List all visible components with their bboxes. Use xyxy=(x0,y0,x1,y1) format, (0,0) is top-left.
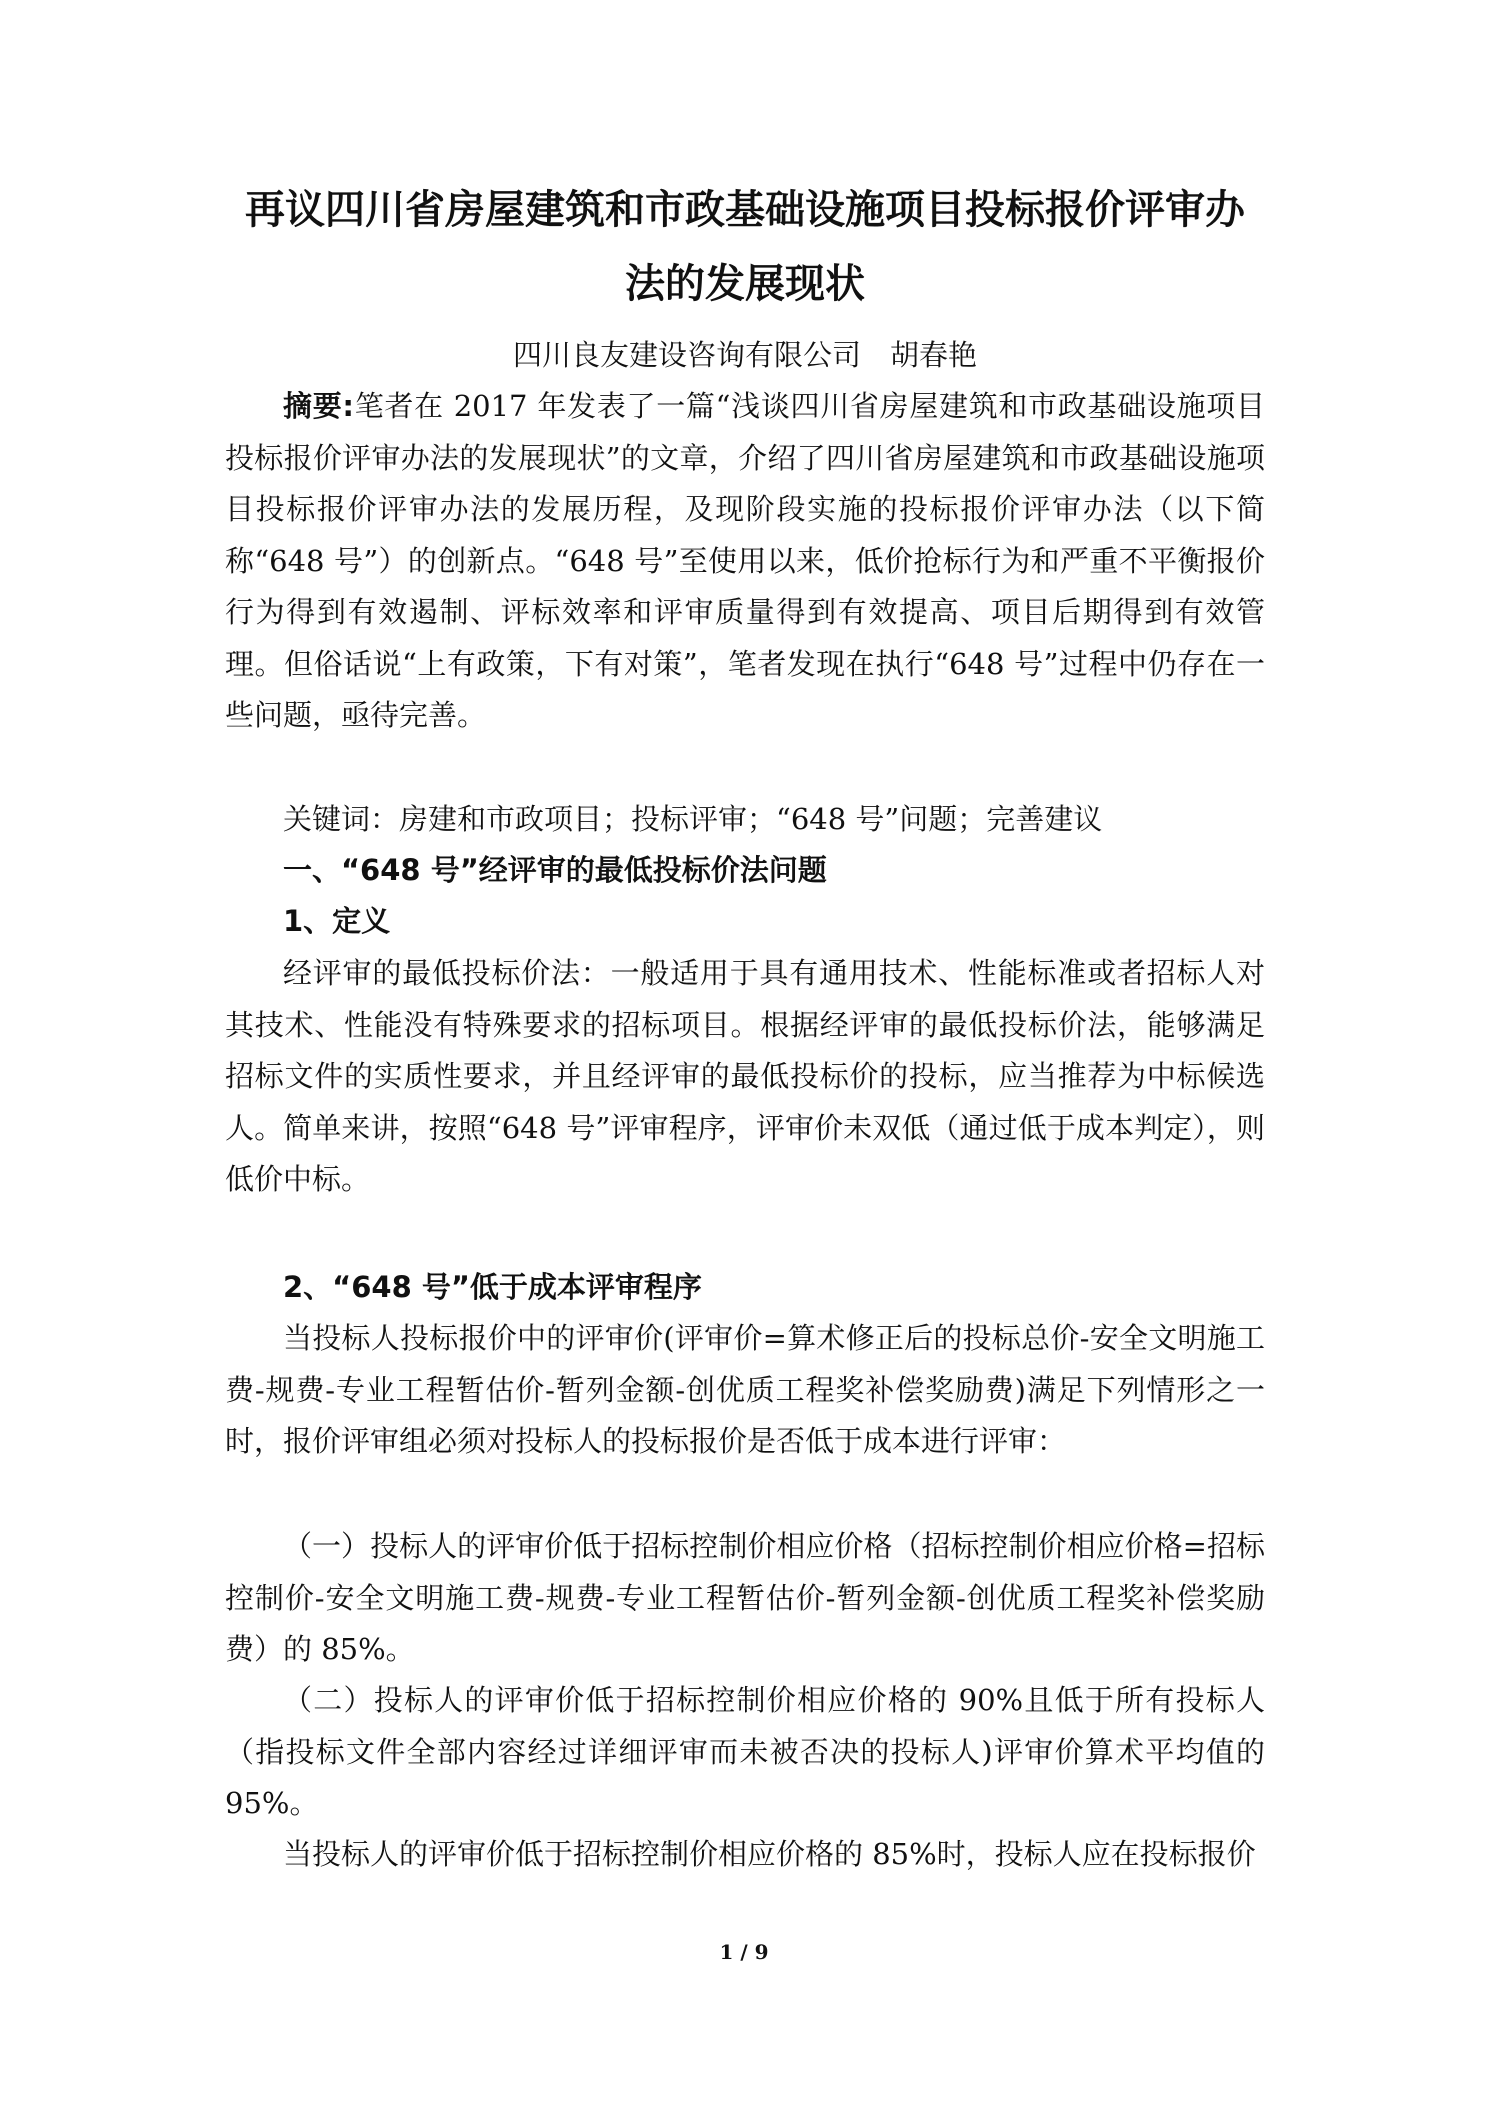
continuation-paragraph: 当投标人的评审价低于招标控制价相应价格的 85%时，投标人应在投标报价 xyxy=(283,1837,1256,1871)
abstract-text: 笔者在 2017 年发表了一篇“浅谈四川省房屋建筑和市政基础设施项目投标报价评审办法的发展现状”的文章，介绍了四川省房屋建筑和市政基础设施项目投标报价评审办法的发展历程，及现阶段实施的投标报价评审办法（以下简称“648 号”）的创新点。“648 号”至使用以来，低价抢标行为和严重不平衡报价行为得到有效遏制、评标效率和评审质量得到有效提高、项目后期得到有效管理。但俗话说“上有政策，下有对策”，笔者发现在执行“648 号”过程中仍存在一些问题，亟待完善。 xyxy=(225,389,1265,732)
section1-heading: 一、“648 号”经评审的最低投标价法问题 xyxy=(283,853,827,887)
subsection-procedure-heading: 2、“648 号”低于成本评审程序 xyxy=(283,1270,702,1304)
condition-one-paragraph: （一）投标人的评审价低于招标控制价相应价格（招标控制价相应价格=招标控制价-安全文明施工费-规费-专业工程暂估价-暂列金额-创优质工程奖补偿奖励费）的 85%。 xyxy=(225,1529,1265,1666)
document-title-line1: 再议四川省房屋建筑和市政基础设施项目投标报价评审办 xyxy=(245,187,1245,233)
abstract-paragraph xyxy=(225,381,1265,742)
document-title-line2: 法的发展现状 xyxy=(625,261,865,307)
author-byline: 四川良友建设咨询有限公司 胡春艳 xyxy=(512,338,977,372)
subsection-definition-heading: 1、定义 xyxy=(283,904,391,938)
page-number: 1 / 9 xyxy=(719,1940,769,1964)
definition-paragraph: 经评审的最低投标价法：一般适用于具有通用技术、性能标准或者招标人对其技术、性能没有特殊要求的招标项目。根据经评审的最低投标价法，能够满足招标文件的实质性要求，并且经评审的最低投标价的投标，应当推荐为中标候选人。简单来讲，按照“648 号”评审程序，评审价未双低（通过低于成本判定），则低价中标。 xyxy=(225,956,1265,1196)
abstract-label: 摘要: xyxy=(283,389,354,423)
procedure-paragraph: 当投标人投标报价中的评审价(评审价=算术修正后的投标总价-安全文明施工费-规费-专业工程暂估价-暂列金额-创优质工程奖补偿奖励费)满足下列情形之一时，报价评审组必须对投标人的投标报价是否低于成本进行评审： xyxy=(225,1321,1265,1458)
condition-two-paragraph: （二）投标人的评审价低于招标控制价相应价格的 90%且低于所有投标人（指投标文件全部内容经过详细评审而未被否决的投标人)评审价算术平均值的 95%。 xyxy=(225,1683,1265,1820)
keywords-line: 关键词：房建和市政项目；投标评审；“648 号”问题；完善建议 xyxy=(283,802,1103,836)
